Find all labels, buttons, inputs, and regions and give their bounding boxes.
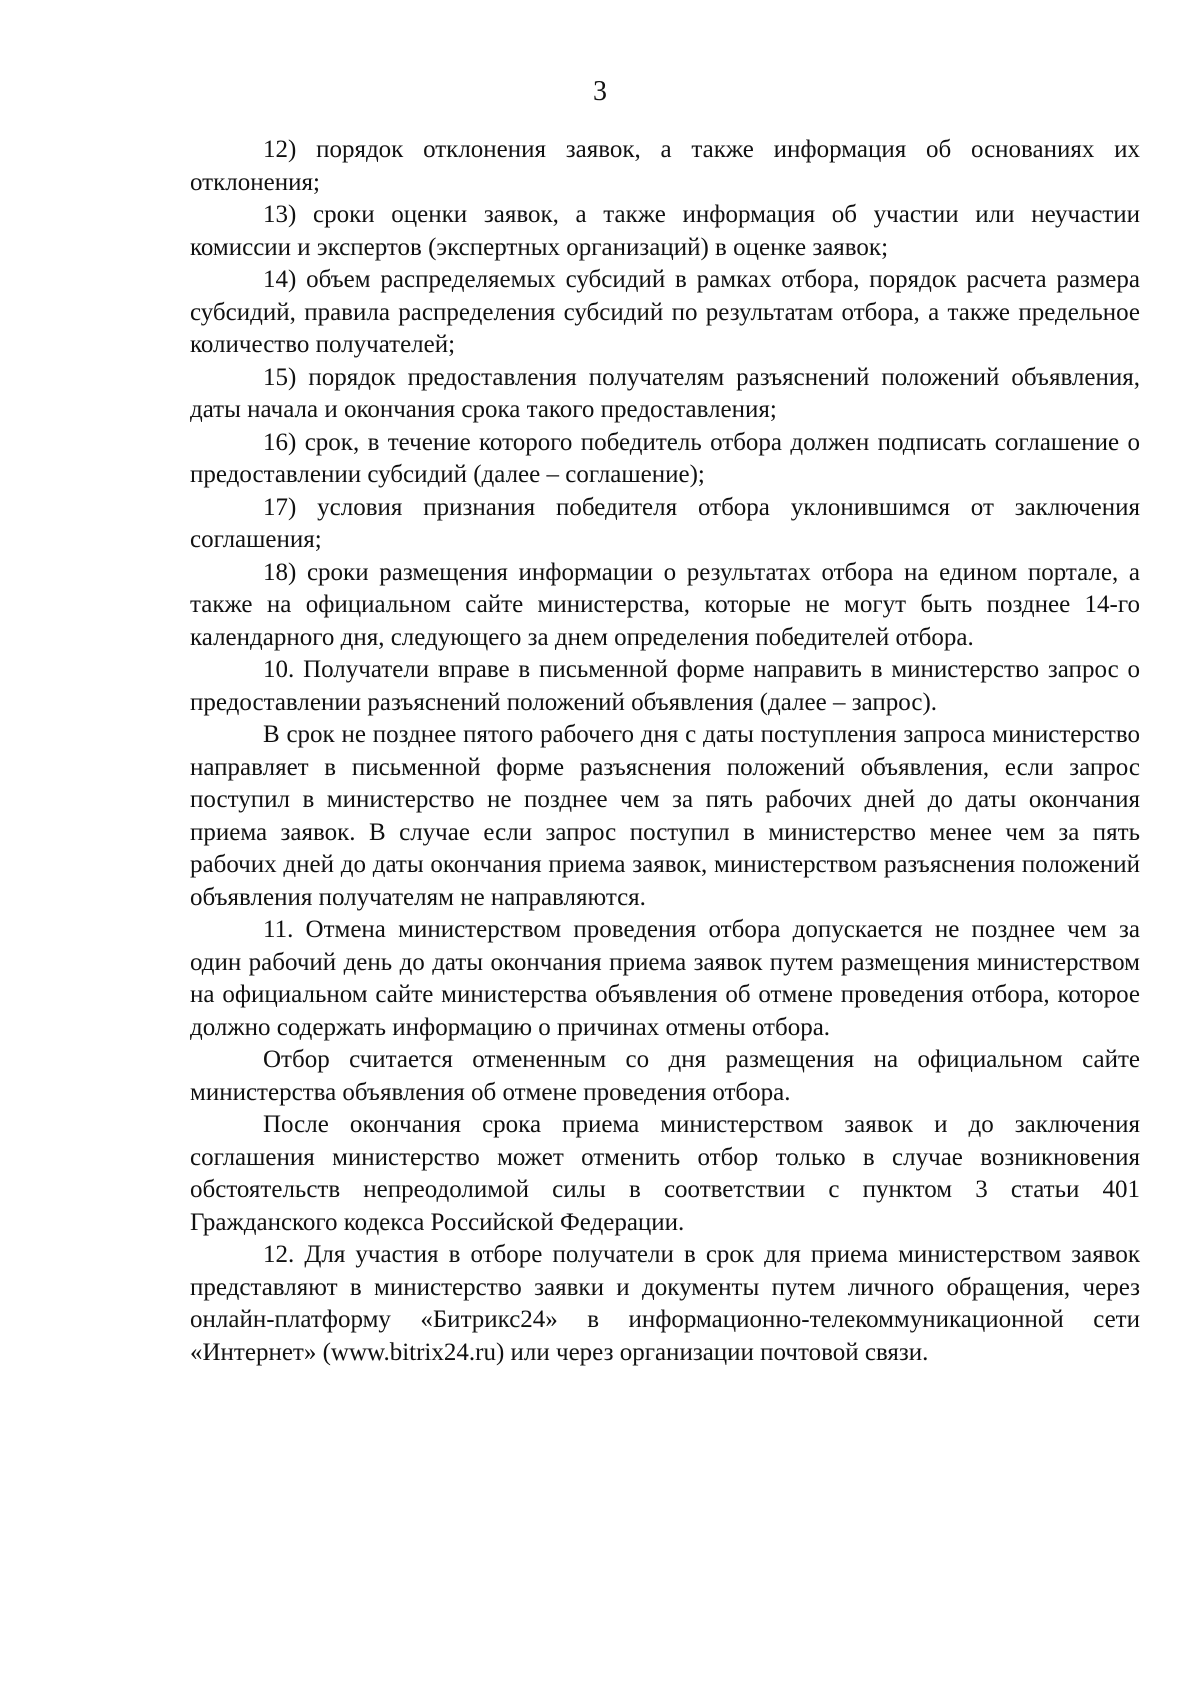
list-item-14: 14) объем распределяемых субсидий в рамках отбора, порядок расчета размера субсидий, правила распределения субсидий по результатам отбора, а также предельное количество получателей; <box>190 266 1140 358</box>
list-item-13: 13) сроки оценки заявок, а также информация об участии или неучастии комиссии и экспертов (экспертных организаций) в оценке заявок; <box>190 201 1140 261</box>
clause-12: 12. Для участия в отборе получатели в срок для приема министерством заявок представляют в министерство заявки и документы путем личного обращения, через онлайн-платформу «Битрикс24» в информационно-телекоммуникационной сети «Интернет» (www.bitrix24.ru) или через организации почтовой связи. <box>190 1241 1140 1366</box>
document-body <box>190 134 1140 1369</box>
clause-11-paragraph-cancelled: Отбор считается отмененным со дня размещения на официальном сайте министерства объявления об отмене проведения отбора. <box>190 1046 1140 1106</box>
list-item-15: 15) порядок предоставления получателям разъяснений положений объявления, даты начала и окончания срока такого предоставления; <box>190 363 1140 423</box>
list-item-17: 17) условия признания победителя отбора уклонившимся от заключения соглашения; <box>190 493 1140 553</box>
page-number: 3 <box>593 76 607 107</box>
clause-10: 10. Получатели вправе в письменной форме направить в министерство запрос о предоставлении разъяснений положений объявления (далее – запрос). <box>190 656 1140 716</box>
list-item-12: 12) порядок отклонения заявок, а также информация об основаниях их отклонения; <box>190 136 1140 196</box>
list-item-16: 16) срок, в течение которого победитель отбора должен подписать соглашение о предоставлении субсидий (далее – соглашение); <box>190 428 1140 488</box>
list-item-18: 18) сроки размещения информации о результатах отбора на едином портале, а также на официальном сайте министерства, которые не могут быть позднее 14-го календарного дня, следующего за днем определения победителей отбора. <box>190 558 1140 651</box>
clause-10-paragraph: В срок не позднее пятого рабочего дня с даты поступления запроса министерство направляет в письменной форме разъяснения положений объявления, если запрос поступил в министерство не позднее чем за пять рабочих дней до даты окончания приема заявок. В случае если запрос поступил в министерство менее чем за пять рабочих дней до даты окончания приема заявок, министерством разъяснения положений объявления получателям не направляются. <box>190 721 1140 911</box>
clause-11-paragraph-force-majeure: После окончания срока приема министерством заявок и до заключения соглашения министерство может отменить отбор только в случае возникновения обстоятельств непреодолимой силы в соответствии с пунктом 3 статьи 401 Гражданского кодекса Российской Федерации. <box>190 1111 1140 1236</box>
clause-11: 11. Отмена министерством проведения отбора допускается не позднее чем за один рабочий день до даты окончания приема заявок путем размещения министерством на официальном сайте министерства объявления об отмене проведения отбора, которое должно содержать информацию о причинах отмены отбора. <box>190 916 1140 1041</box>
